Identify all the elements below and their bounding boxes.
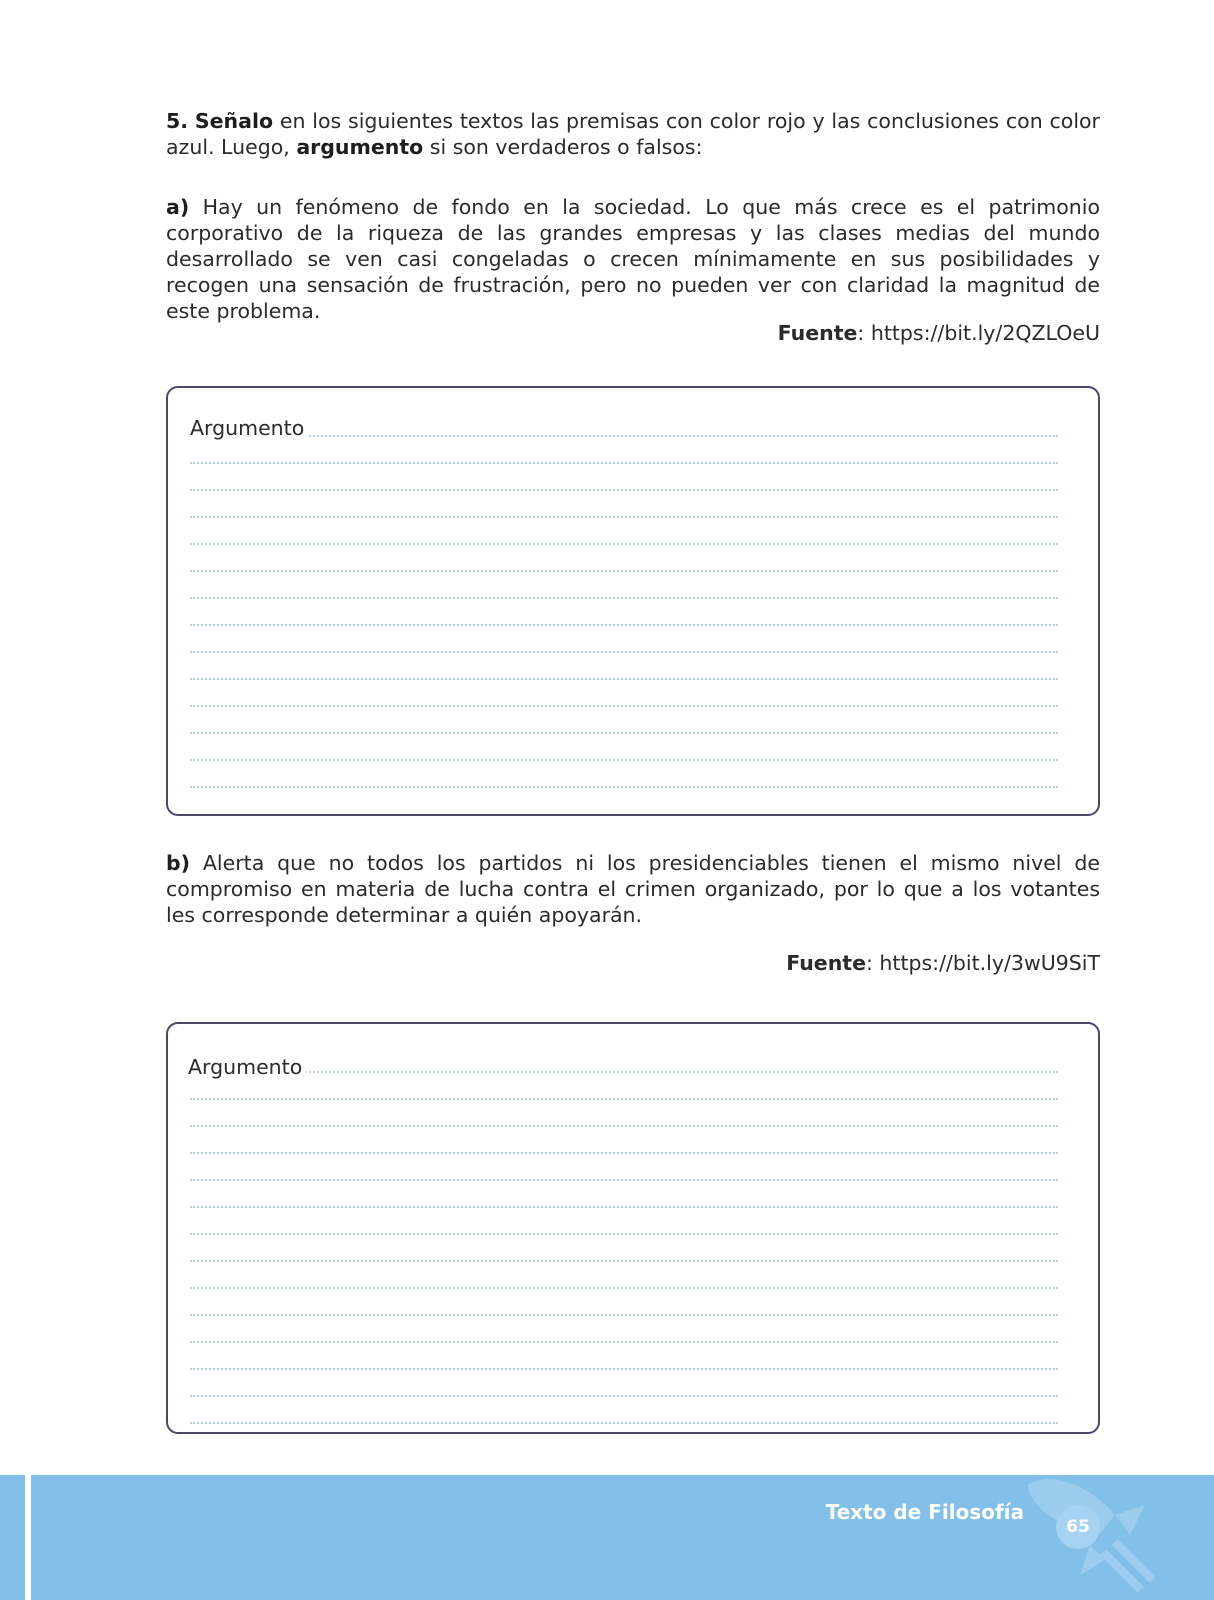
writing-line[interactable] xyxy=(190,1287,1058,1289)
exercise-text-2: si son verdaderos o falsos: xyxy=(423,135,703,159)
writing-line[interactable] xyxy=(190,1422,1058,1424)
item-a-source xyxy=(778,320,1100,346)
exercise-verb-2: argumento xyxy=(296,135,424,159)
writing-line[interactable] xyxy=(190,732,1058,734)
writing-line[interactable] xyxy=(190,597,1058,599)
writing-line[interactable] xyxy=(190,1314,1058,1316)
writing-line[interactable] xyxy=(190,1098,1058,1100)
writing-line[interactable] xyxy=(190,1341,1058,1343)
item-a-source-url: : https://bit.ly/2QZLOeU xyxy=(857,321,1100,345)
writing-line[interactable] xyxy=(190,462,1058,464)
writing-line[interactable] xyxy=(190,651,1058,653)
page-footer xyxy=(0,1475,1214,1600)
writing-line[interactable] xyxy=(190,1206,1058,1208)
writing-line[interactable] xyxy=(190,1152,1058,1154)
exercise-verb: Señalo xyxy=(194,109,274,133)
writing-line[interactable] xyxy=(190,1395,1058,1397)
item-b-source-label: Fuente xyxy=(786,951,866,975)
writing-line[interactable] xyxy=(190,1071,1058,1073)
writing-line[interactable] xyxy=(190,759,1058,761)
item-b-text-block xyxy=(166,850,1100,928)
item-a-source-label: Fuente xyxy=(777,321,858,345)
item-b-label: b) xyxy=(166,851,191,875)
writing-line[interactable] xyxy=(190,678,1058,680)
item-a-answer-label: Argumento xyxy=(190,416,308,440)
item-a-text: Hay un fenómeno de fondo en la sociedad. Lo que más crece es el patrimonio corporativo de la riqueza de las grandes empresas y las clases medias del mundo desarrollado se ven casi congeladas o crecen mínimamente en sus posibilidades y recogen una sensación de frustración, pero no pueden ver con claridad la magnitud de este problema. xyxy=(166,195,1100,323)
writing-line[interactable] xyxy=(190,1368,1058,1370)
item-b-answer-box[interactable] xyxy=(166,1022,1100,1434)
exercise-instruction xyxy=(166,108,1100,160)
writing-line[interactable] xyxy=(190,435,1058,437)
writing-line[interactable] xyxy=(190,570,1058,572)
item-a-text-block xyxy=(166,194,1100,324)
writing-line[interactable] xyxy=(190,1260,1058,1262)
writing-line[interactable] xyxy=(190,705,1058,707)
writing-line[interactable] xyxy=(190,543,1058,545)
footer-left-stripe xyxy=(25,1475,31,1600)
writing-line[interactable] xyxy=(190,489,1058,491)
page-number: 65 xyxy=(1056,1505,1100,1549)
writing-line[interactable] xyxy=(190,624,1058,626)
writing-line[interactable] xyxy=(190,786,1058,788)
exercise-number: 5. xyxy=(166,109,189,133)
item-b-answer-label: Argumento xyxy=(188,1055,306,1079)
writing-line[interactable] xyxy=(190,1179,1058,1181)
writing-line[interactable] xyxy=(190,516,1058,518)
item-b-text: Alerta que no todos los partidos ni los presidenciables tienen el mismo nivel de compromiso en materia de lucha contra el crimen organizado, por lo que a los votantes les corresponde determinar a quién apoyarán. xyxy=(166,851,1100,927)
writing-line[interactable] xyxy=(190,1125,1058,1127)
item-b-source xyxy=(786,950,1100,976)
footer-book-title: Texto de Filosofía xyxy=(825,1500,1024,1524)
exercise-text-1: en los siguientes textos las premisas con color rojo y las conclusiones con color azul. Luego, xyxy=(166,109,1100,159)
item-a-answer-box[interactable] xyxy=(166,386,1100,816)
item-b-source-url: : https://bit.ly/3wU9SiT xyxy=(866,951,1100,975)
writing-line[interactable] xyxy=(190,1233,1058,1235)
item-a-label: a) xyxy=(166,195,190,219)
